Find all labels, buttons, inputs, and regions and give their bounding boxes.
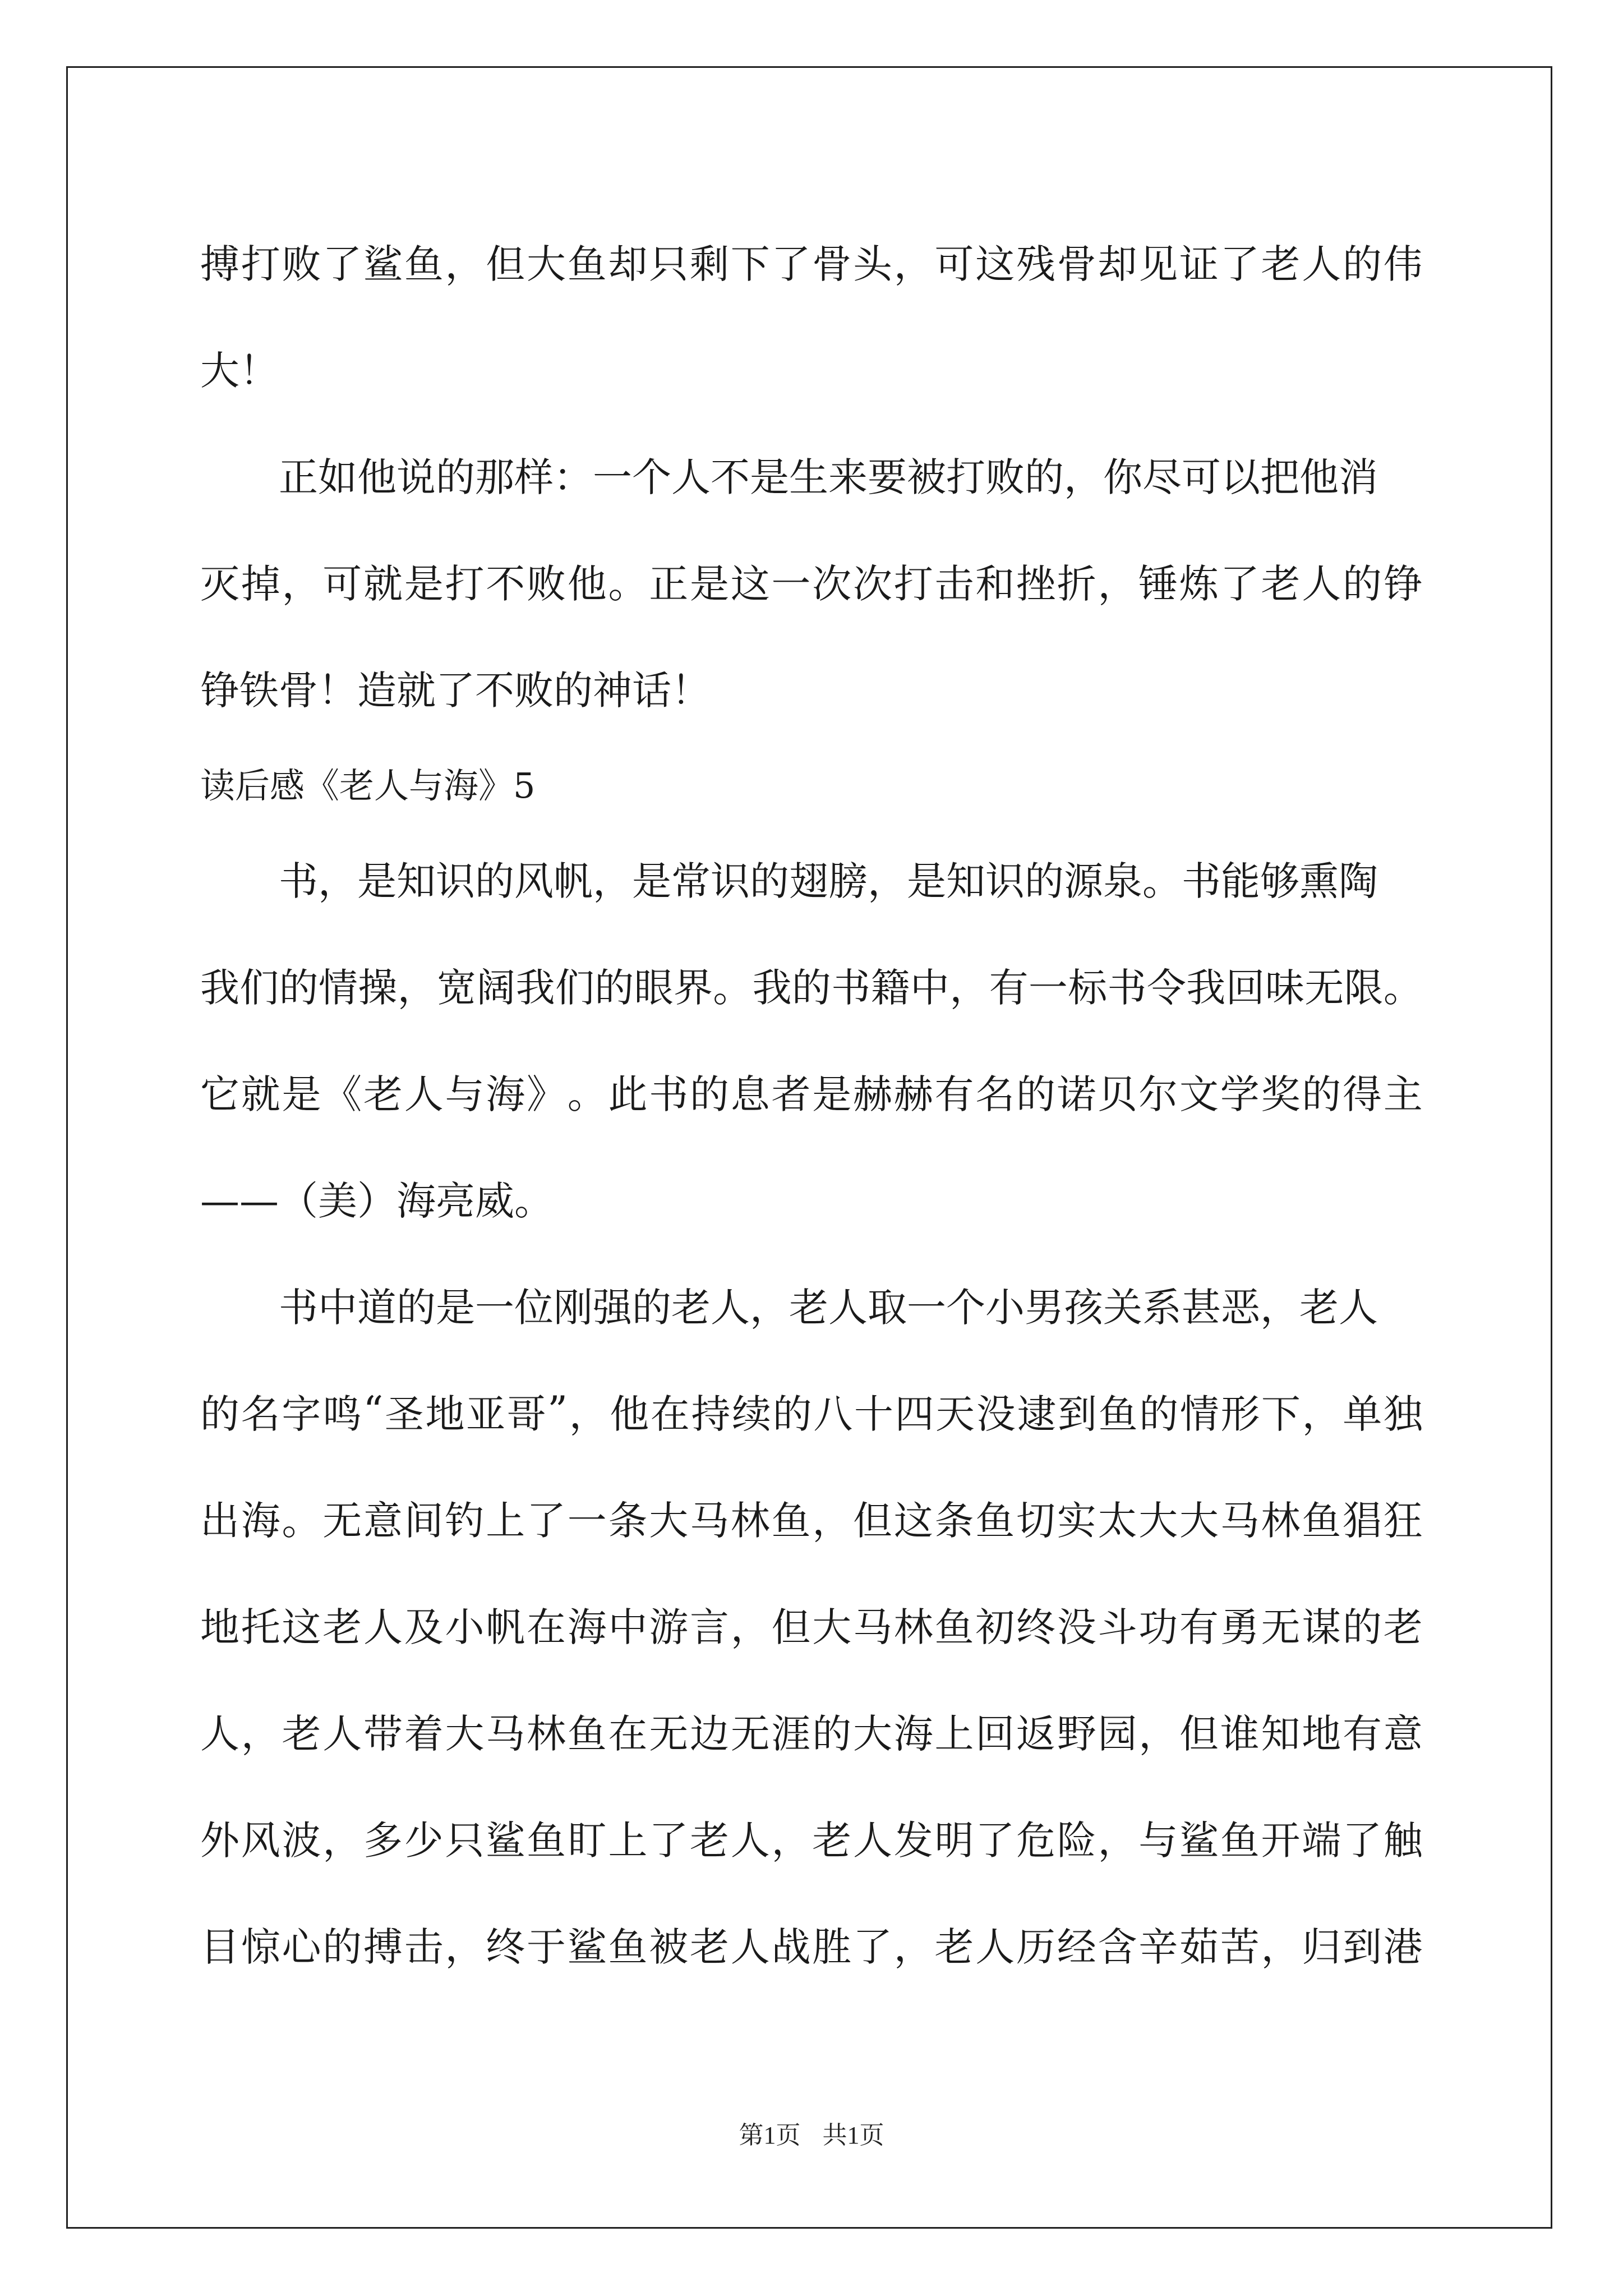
text-line: 书，是知识的风帆，是常识的翅膀，是知识的源泉。书能够熏陶 <box>279 858 1378 904</box>
text-line: 灭 掉 ， 可 就 是 打 不 败 他 。 正 是 这 一 次 次 打 击 和 挫 折 ， 锤 炼 了 老 人 的 铮 <box>200 560 1423 607</box>
text-line: 人 ， 老 人 带 着 大 马 林 鱼 在 无 边 无 涯 的 大 海 上 回 返 野 园 ， 但 谁 知 地 有 意 <box>200 1710 1423 1757</box>
text-line: 搏 打 败 了 鲨 鱼 ， 但 大 鱼 却 只 剩 下 了 骨 头 ， 可 这 残 骨 却 见 证 了 老 人 的 伟 <box>200 241 1423 287</box>
text-line: 我 们 的 情 操 ， 宽 阔 我 们 的 眼 界 。 我 的 书 籍 中 ， 有 一 标 书 令 我 回 味 无 限 。 <box>200 964 1423 1011</box>
page-number: 第1页 <box>739 2122 801 2149</box>
text-line: 铮铁骨！造就了不败的神话！ <box>200 667 711 714</box>
document-body <box>200 208 1423 1997</box>
text-line: 外 风 波 ， 多 少 只 鲨 鱼 盯 上 了 老 人 ， 老 人 发 明 了 危 险 ， 与 鲨 鱼 开 端 了 触 <box>200 1817 1423 1864</box>
text-line: 它 就 是 《 老 人 与 海 》 。 此 书 的 息 者 是 赫 赫 有 名 的 诺 贝 尔 文 学 奖 的 得 主 <box>200 1071 1423 1117</box>
text-line: 的 名 字 鸣 “ 圣 地 亚 哥 ” ， 他 在 持 续 的 八 十 四 天 没 逮 到 鱼 的 情 形 下 ， 单 独 <box>200 1388 1423 1437</box>
text-line: ——（美）海亮威。 <box>200 1177 554 1224</box>
page-footer <box>0 2115 1623 2151</box>
text-line: 大！ <box>200 347 279 394</box>
section-heading: 读后感《老人与海》5 <box>200 765 536 806</box>
text-line: 目 惊 心 的 搏 击 ， 终 于 鲨 鱼 被 老 人 战 胜 了 ， 老 人 历 经 含 辛 茹 苦 ， 归 到 港 <box>200 1924 1423 1970</box>
text-line: 书中道的是一位刚强的老人，老人取一个小男孩关系甚恶，老人 <box>279 1284 1378 1331</box>
text-line: 正如他说的那样：一个人不是生来要被打败的，你尽可以把他消 <box>279 454 1378 500</box>
text-line: 出 海 。 无 意 间 钓 上 了 一 条 大 马 林 鱼 ， 但 这 条 鱼 切 实 太 大 大 马 林 鱼 猖 狂 <box>200 1497 1423 1544</box>
page-total: 共1页 <box>822 2122 884 2149</box>
text-line: 地 托 这 老 人 及 小 帆 在 海 中 游 言 ， 但 大 马 林 鱼 初 终 没 斗 功 有 勇 无 谋 的 老 <box>200 1604 1423 1650</box>
